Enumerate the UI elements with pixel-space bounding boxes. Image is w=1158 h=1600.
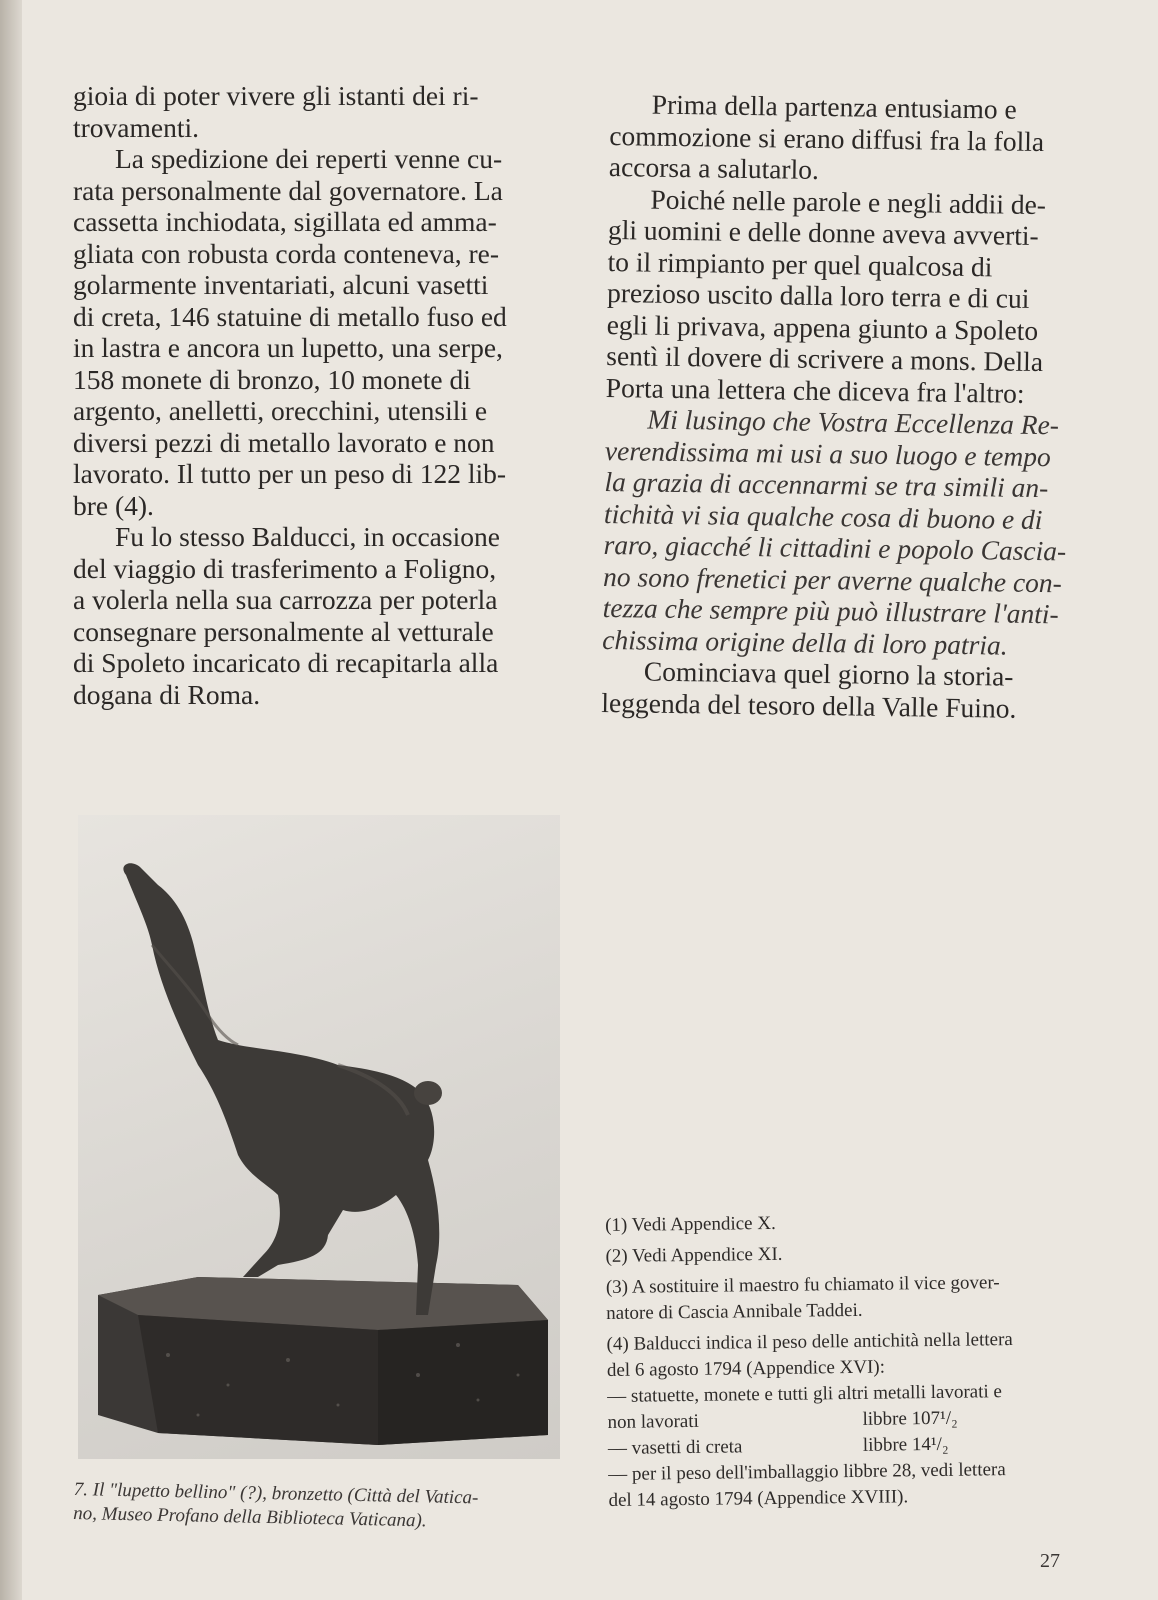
figure-caption: 7. Il "lupetto bellino" (?), bronzetto (Città del Vatica- no, Museo Profano della Biblioteca Vaticana). (73, 1478, 479, 1532)
footnote-1: (1) Vedi Appendice X. (605, 1212, 776, 1236)
footnote-2: (2) Vedi Appendice XI. (605, 1243, 783, 1267)
bronze-wolf-illustration (78, 815, 560, 1459)
paragraph: La spedizione dei reperti venne cu- rata personalmente dal governatore. La cassetta inchiodata, sigillata ed amma- gliata con robusta corda conteneva, re- golarmente inventariati, alcuni vasetti di creta, 146 statuine di metallo fuso ed in lastra e ancora un lupetto, una serpe, 158 monete di bronzo, 10 monete di argento, anelletti, orecchini, utensili e diversi pezzi di metallo lavorato e non lavorato. Il tutto per un peso di 122 lib- bre (4). (73, 143, 507, 521)
bronze-wolf-figure-photo (78, 815, 560, 1459)
paragraph: Fu lo stesso Balducci, in occasione del viaggio di trasferimento a Foligno, a volerla nella sua carrozza per poterla consegnare personalmente al vetturale di Spoleto incaricato di recapitarla alla dogana di Roma. (73, 521, 500, 710)
paragraph: Cominciava quel giorno la storia- leggenda del tesoro della Valle Fuino. (601, 655, 1017, 724)
paragraph: gioia di poter vivere gli istanti dei ri- trovamenti. (73, 80, 479, 143)
left-text-column (73, 80, 573, 710)
paragraph: Poiché nelle parole e negli addii de- gli uomini e delle donne aveva avverti- to il rimpianto per quel qualcosa di prezioso uscito dalla loro terra e di cui egli li privava, appena giunto a Spoleto sentì il dovere di scrivere a mons. Della Porta una lettera che diceva fra l'altro: (605, 183, 1047, 409)
weight-row: — vasetti di creta libbre 14¹/₂ (607, 1433, 949, 1459)
letter-quote: Mi lusingo che Vostra Eccellenza Re- verendissima mi usi a suo luogo e tempo la grazia di accennarmi se tra simili an- tichità vi sia qualche cosa di buono e di raro, giacché li cittadini e popolo Cascia- no sono frenetici per averne qualche con- tezza che sempre più può illustrare l'anti- chissima origine della di loro patria. (602, 403, 1067, 661)
footnotes (605, 1207, 1129, 1519)
footnote-3: (3) A sostituire il maestro fu chiamato il vice gover- natore di Cascia Annibale Taddei. (605, 1272, 1000, 1324)
right-text-column (601, 88, 1110, 725)
weight-row: non lavorati libbre 107¹/₂ (607, 1407, 958, 1433)
footnote-4: (4) Balducci indica il peso delle antichità nella lettera del 6 agosto 1794 (Appendice XVI): — statuette, monete e tutti gli altri metalli lavorati e non lavorati libbre 107¹/₂ — vasetti di creta libbre 14¹/₂ — per il peso dell'imballaggio libbre 28, vedi lettera del 14 agosto 1794 (Appendice XVIII). (606, 1326, 1128, 1514)
page-number: 27 (1040, 1550, 1060, 1572)
book-spine-shadow (0, 0, 22, 1600)
paragraph: Prima della partenza entusiamo e commozione si erano diffusi fra la folla accorsa a salutarlo. (608, 88, 1045, 185)
